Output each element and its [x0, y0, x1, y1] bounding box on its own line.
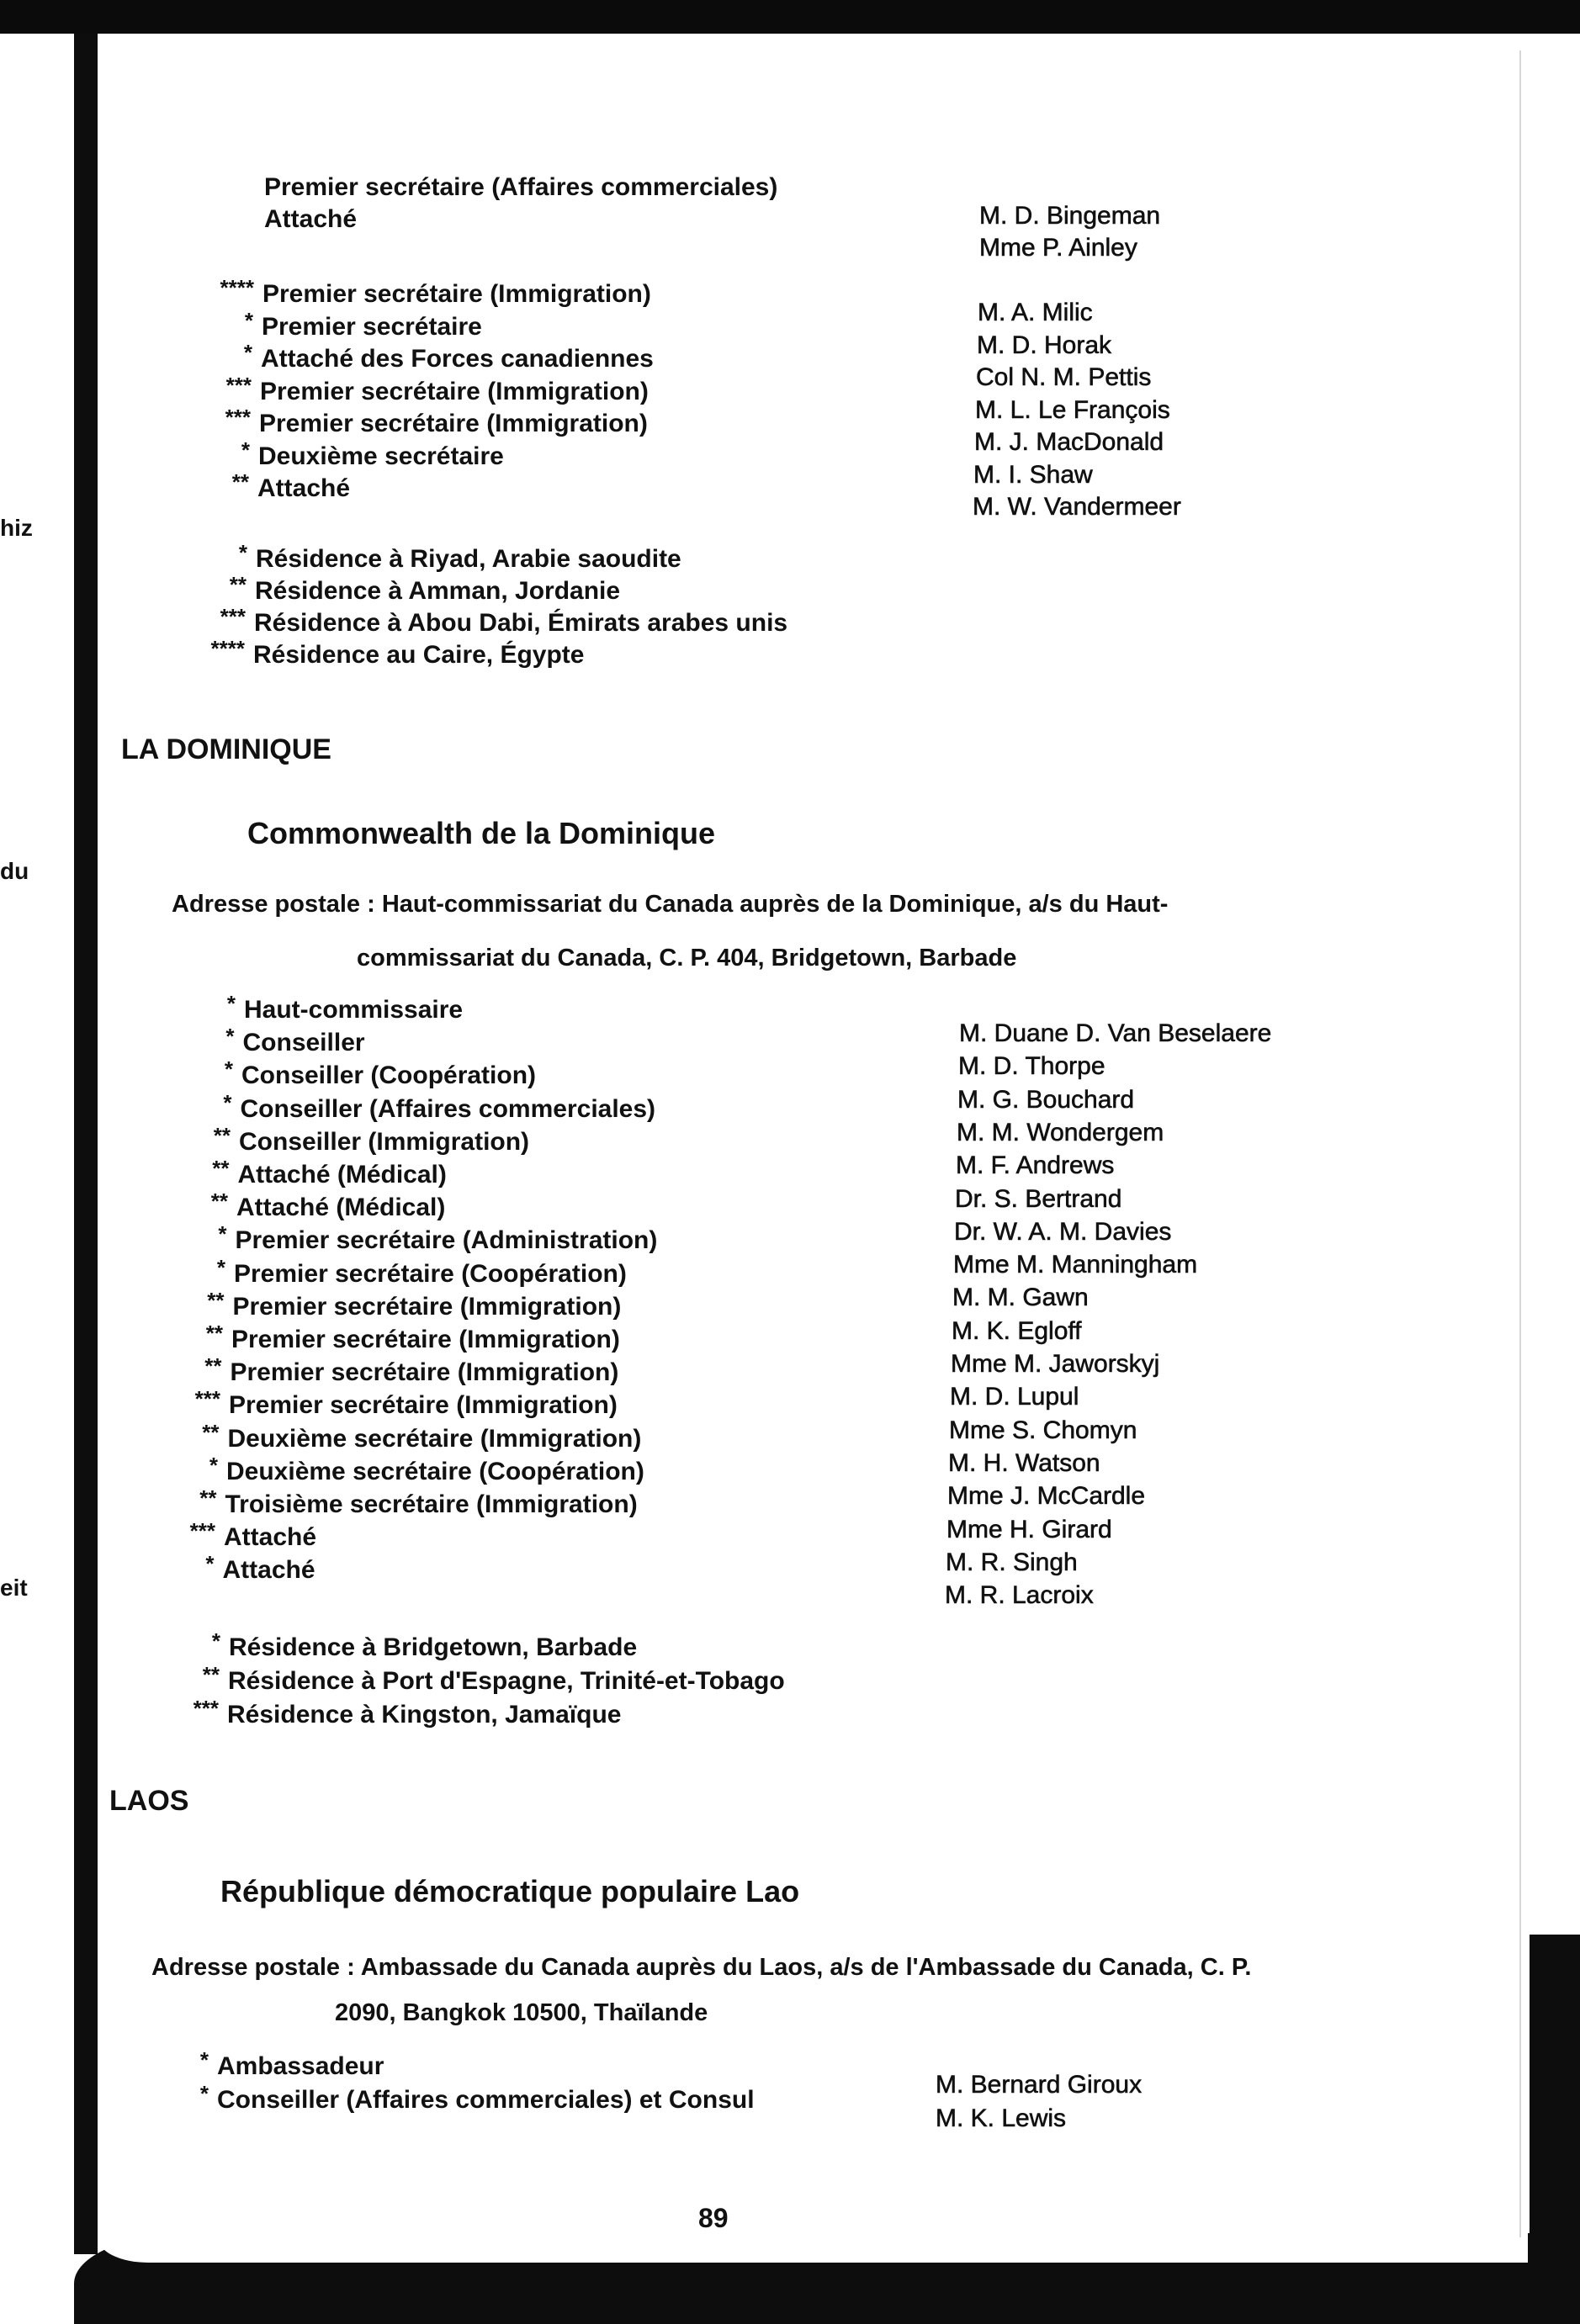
- staff-name: M. D. Lupul: [950, 1383, 1079, 1411]
- staff-name: M. Duane D. Van Beselaere: [959, 1019, 1272, 1047]
- scan-top-border: [0, 0, 1580, 34]
- staff-role: Premier secrétaire (Immigration): [259, 410, 648, 437]
- staff-name: M. G. Bouchard: [957, 1085, 1135, 1114]
- staff-role: Premier secrétaire (Immigration): [262, 280, 651, 308]
- footnote-marker: **: [229, 572, 247, 597]
- footnote-marker: **: [212, 1156, 230, 1181]
- staff-role: Deuxième secrétaire (Immigration): [227, 1424, 642, 1453]
- staff-name: M. J. MacDonald: [974, 428, 1164, 456]
- staff-role: Attaché: [257, 474, 351, 502]
- staff-role: Attaché des Forces canadiennes: [261, 345, 654, 373]
- footnote-marker: *: [218, 1221, 227, 1247]
- footnote-marker: ***: [194, 1386, 220, 1412]
- staff-role: Premier secrétaire (Immigration): [260, 377, 649, 405]
- official-name: Commonwealth de la Dominique: [247, 816, 716, 850]
- official-name: République démocratique populaire Lao: [220, 1874, 800, 1908]
- staff-name: M. A. Milic: [978, 299, 1093, 326]
- staff-role: Conseiller (Affaires commerciales) et Consul: [217, 2086, 755, 2114]
- staff-role: Attaché: [224, 1523, 317, 1552]
- footnote-marker: *: [199, 2047, 209, 2073]
- footnote-marker: ****: [220, 275, 254, 300]
- footnote-marker: *: [226, 991, 236, 1016]
- staff-role: Premier secrétaire (Immigration): [230, 1358, 619, 1387]
- staff-role: Conseiller (Immigration): [239, 1127, 530, 1156]
- footnote-marker: **: [231, 469, 249, 495]
- staff-role: Conseiller (Affaires commerciales): [240, 1094, 656, 1123]
- scan-bottom-page-curve: [98, 2221, 1528, 2263]
- staff-name: M. R. Singh: [946, 1548, 1078, 1576]
- footnote-marker: **: [202, 1662, 220, 1687]
- scan-right-shadow: [1530, 1935, 1580, 2324]
- page-number: 89: [698, 2203, 729, 2233]
- staff-name: Mme S. Chomyn: [949, 1416, 1137, 1444]
- staff-role: Premier secrétaire (Immigration): [232, 1292, 622, 1321]
- footnote-marker: **: [202, 1419, 220, 1445]
- footnote-marker: ***: [225, 405, 251, 430]
- footnote-marker: *: [199, 2081, 209, 2106]
- staff-role: Premier secrétaire (Administration): [235, 1226, 658, 1255]
- footnote-marker: ***: [189, 1518, 215, 1544]
- staff-name: M. L. Le François: [975, 395, 1170, 424]
- staff-name: Mme J. McCardle: [947, 1482, 1146, 1511]
- staff-role: Attaché (Médical): [237, 1161, 447, 1188]
- staff-name: M. Bernard Giroux: [936, 2071, 1143, 2099]
- staff-role: Premier secrétaire: [262, 312, 482, 341]
- footnote-marker: **: [205, 1321, 223, 1346]
- postal-address: commissariat du Canada, C. P. 404, Bridgetown, Barbade: [357, 945, 1017, 971]
- residence-note: Résidence à Port d'Espagne, Trinité-et-Tobago: [228, 1667, 785, 1695]
- staff-name: M. R. Lacroix: [945, 1581, 1094, 1610]
- footnote-marker: **: [210, 1188, 228, 1215]
- footnote-marker: **: [207, 1287, 225, 1313]
- staff-role: Conseiller (Coopération): [241, 1061, 537, 1090]
- footnote-marker: *: [211, 1628, 220, 1654]
- footnote-marker: *: [216, 1254, 225, 1280]
- residence-note: Résidence à Riyad, Arabie saoudite: [256, 545, 681, 573]
- footnote-marker: **: [199, 1485, 217, 1511]
- staff-name: M. H. Watson: [948, 1448, 1100, 1477]
- footnote-marker: *: [223, 1089, 232, 1115]
- staff-name: M. D. Horak: [977, 331, 1112, 359]
- footnote-marker: *: [238, 540, 247, 565]
- staff-role: Haut-commissaire: [244, 996, 464, 1024]
- footnote-marker: *: [209, 1452, 218, 1478]
- footnote-marker: ****: [210, 636, 245, 661]
- footnote-marker: ***: [193, 1696, 219, 1721]
- scan-right-page-edge: [1519, 50, 1521, 2237]
- footnote-marker: *: [224, 1056, 233, 1083]
- postal-address: Adresse postale : Haut-commissariat du Canada auprès de la Dominique, a/s du Haut-: [172, 891, 1169, 918]
- residence-note: Résidence à Amman, Jordanie: [255, 577, 621, 605]
- postal-address: Adresse postale : Ambassade du Canada auprès du Laos, a/s de l'Ambassade du Canada, C. P.: [151, 1954, 1252, 1981]
- staff-name: M. F. Andrews: [956, 1151, 1115, 1180]
- staff-name: Mme P. Ainley: [979, 234, 1137, 262]
- footnote-marker: *: [241, 437, 250, 463]
- staff-name: Mme M. Manningham: [953, 1251, 1198, 1279]
- staff-name: M. W. Vandermeer: [973, 493, 1181, 521]
- staff-name: M. I. Shaw: [973, 460, 1093, 489]
- staff-name: M. D. Bingeman: [979, 202, 1161, 230]
- staff-role: Deuxième secrétaire: [258, 442, 504, 470]
- staff-role: Conseiller: [242, 1029, 365, 1057]
- staff-role: Troisième secrétaire (Immigration): [225, 1490, 638, 1518]
- staff-name: Mme M. Jaworskyj: [951, 1350, 1160, 1378]
- footnote-marker: *: [243, 340, 252, 365]
- staff-name: Dr. W. A. M. Davies: [954, 1217, 1172, 1246]
- country-heading: LA DOMINIQUE: [121, 733, 331, 765]
- margin-fragment: du: [0, 858, 29, 884]
- staff-role: Deuxième secrétaire (Coopération): [226, 1457, 644, 1485]
- footnote-marker: ***: [220, 604, 246, 629]
- staff-name: M. K. Lewis: [936, 2104, 1067, 2132]
- margin-fragment: hiz: [0, 515, 33, 541]
- staff-name: M. K. Egloff: [952, 1316, 1082, 1345]
- staff-name: Col N. M. Pettis: [976, 363, 1152, 391]
- residence-note: Résidence à Abou Dabi, Émirats arabes unis: [254, 609, 788, 637]
- staff-role: Attaché (Médical): [236, 1194, 446, 1222]
- staff-name: M. M. Wondergem: [957, 1118, 1164, 1146]
- footnote-marker: **: [213, 1122, 231, 1148]
- footnote-marker: **: [204, 1353, 222, 1379]
- staff-role: Attaché: [264, 205, 358, 233]
- staff-name: M. D. Thorpe: [958, 1052, 1105, 1081]
- residence-note: Résidence à Bridgetown, Barbade: [229, 1633, 638, 1661]
- staff-role: Premier secrétaire (Coopération): [234, 1259, 627, 1288]
- footnote-marker: ***: [225, 372, 252, 398]
- staff-name: Mme H. Girard: [946, 1515, 1112, 1543]
- country-heading: LAOS: [109, 1785, 189, 1817]
- staff-role: Ambassadeur: [217, 2052, 384, 2080]
- scan-spine-shadow: [74, 34, 98, 2254]
- residence-note: Résidence à Kingston, Jamaïque: [227, 1701, 622, 1728]
- margin-fragment: eit: [0, 1575, 28, 1601]
- staff-role: Attaché: [222, 1556, 315, 1585]
- footnote-marker: *: [244, 307, 253, 333]
- staff-name: M. M. Gawn: [952, 1284, 1089, 1312]
- staff-role: Premier secrétaire (Affaires commerciales): [264, 173, 778, 201]
- staff-name: Dr. S. Bertrand: [955, 1184, 1122, 1213]
- staff-role: Premier secrétaire (Immigration): [229, 1391, 618, 1420]
- staff-role: Premier secrétaire (Immigration): [231, 1326, 620, 1353]
- postal-address: 2090, Bangkok 10500, Thaïlande: [335, 1999, 708, 2026]
- footnote-marker: *: [205, 1551, 215, 1577]
- residence-note: Résidence au Caire, Égypte: [253, 641, 585, 669]
- footnote-marker: *: [225, 1024, 235, 1050]
